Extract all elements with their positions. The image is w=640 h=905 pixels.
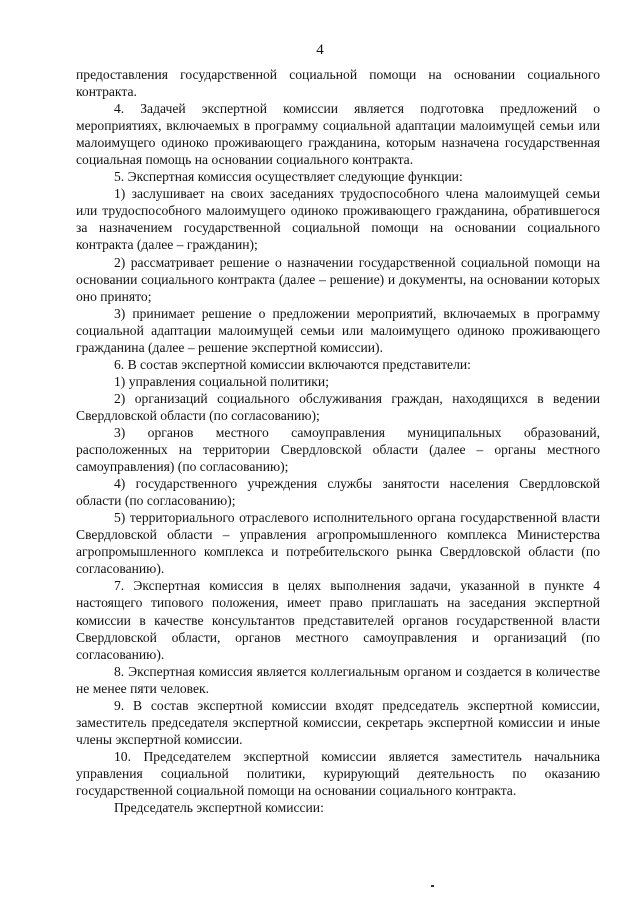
page-number: 4	[316, 42, 324, 58]
paragraph: 7. Экспертная комиссия в целях выполнения задачи, указанной в пункте 4 настоящего типового положения, имеет право приглашать на заседания экспертной комиссии в качестве консультантов представителей органов государственной власти Свердловской области, органов местного самоуправления и организаций (по согласованию).	[76, 578, 600, 662]
paragraph: 6. В состав экспертной комиссии включаются представители:	[114, 356, 471, 372]
paragraph: 1) управления социальной политики;	[114, 373, 329, 389]
paragraph: 9. В состав экспертной комиссии входят председатель экспертной комиссии, заместитель председателя экспертной комиссии, секретарь экспертной комиссии и иные члены экспертной комиссии.	[76, 697, 600, 747]
paragraph: 8. Экспертная комиссия является коллегиальным органом и создается в количестве не менее пяти человек.	[76, 663, 600, 696]
document-body	[76, 66, 600, 816]
paragraph: 3) органов местного самоуправления муниципальных образований, расположенных на территории Свердловской области (далее – органы местного самоуправления) (по согласованию);	[76, 424, 600, 475]
paragraph: 2) организаций социального обслуживания граждан, находящихся в ведении Свердловской области (по согласованию);	[76, 390, 600, 423]
paragraph: 2) рассматривает решение о назначении государственной социальной помощи на основании социального контракта (далее – решение) и документы, на основании которых оно принято;	[76, 254, 600, 304]
paragraph: 5. Экспертная комиссия осуществляет следующие функции:	[114, 169, 463, 185]
paragraph: 4. Задачей экспертной комиссии является подготовка предложений о мероприятиях, включаемых в программу социальной адаптации малоимущей семьи или малоимущего одиноко проживающего гражданина, которым назначена государственная социальная помощь на основании социального контракта.	[76, 101, 600, 168]
paragraph: 10. Председателем экспертной комиссии является заместитель начальника управления социальной политики, курирующий деятельность по оказанию государственной социальной помощи на основании социального контракта.	[76, 748, 600, 798]
paragraph: предоставления государственной социальной помощи на основании социального контракта.	[76, 67, 600, 100]
scan-mark	[431, 885, 434, 887]
paragraph: 4) государственного учреждения службы занятости населения Свердловской области (по согласованию);	[76, 476, 600, 509]
paragraph: 3) принимает решение о предложении мероприятий, включаемых в программу социальной адаптации малоимущей семьи или малоимущего одиноко проживающего гражданина (далее – решение экспертной комиссии).	[76, 305, 600, 355]
paragraph: 1) заслушивает на своих заседаниях трудоспособного члена малоимущей семьи или трудоспособного малоимущего одиноко проживающего гражданина, обратившегося за назначением государственной социальной помощи на основании социального контракта (далее – гражданин);	[76, 186, 600, 253]
paragraph: Председатель экспертной комиссии:	[114, 800, 324, 816]
paragraph: 5) территориального отраслевого исполнительного органа государственной власти Свердловской области – управления агропромышленного комплекса Министерства агропромышленного комплекса и потребительского рынка Свердловской области (по согласованию).	[76, 510, 600, 577]
